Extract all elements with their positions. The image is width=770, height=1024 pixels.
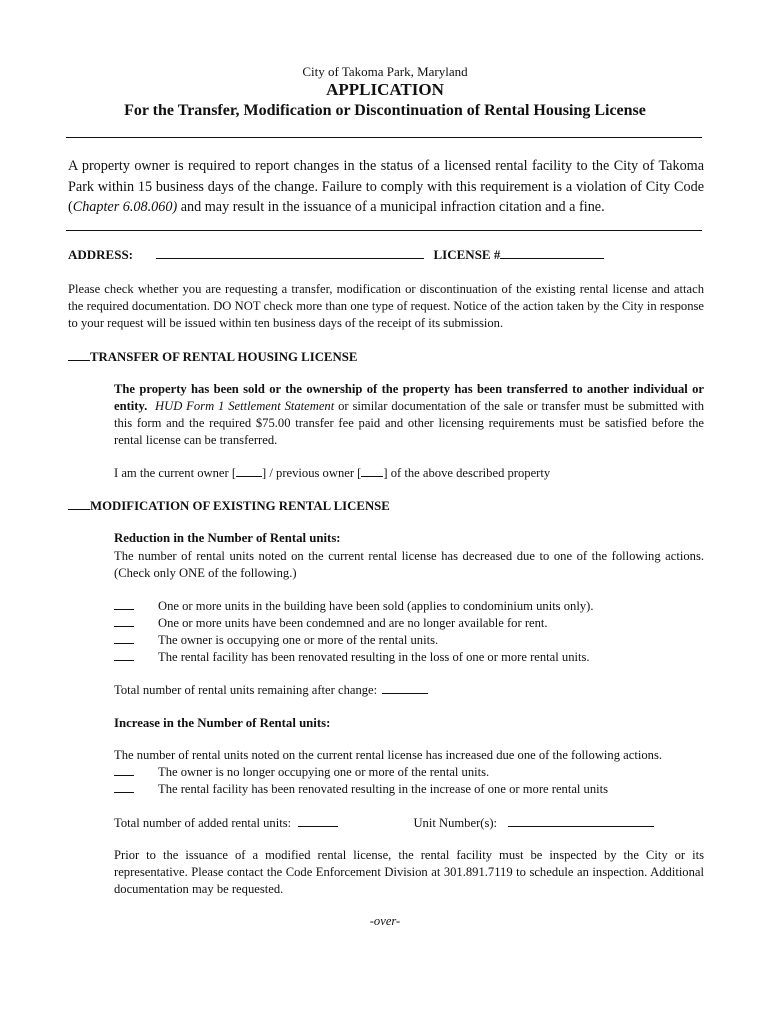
added-units-line (114, 815, 714, 832)
transfer-rest-text: or similar documentation of the sale or transfer must be submitted with this form and the required $75.00 transfer fee paid and other licensing requirements must be satisfied before the rental license can be transferred. (114, 399, 704, 447)
increase-option-checkbox[interactable] (114, 783, 134, 793)
reduction-option-text: One or more units have been condemned and are no longer available for rent. (158, 616, 548, 630)
reduction-option-checkbox[interactable] (114, 651, 134, 661)
unit-numbers-label: Unit Number(s): (413, 816, 498, 830)
over-indicator: -over- (369, 914, 401, 928)
address-line (68, 247, 708, 263)
increase-option-text: The owner is no longer occupying one or more of the rental units. (158, 765, 490, 779)
added-units-field[interactable] (298, 816, 338, 827)
transfer-bold-text: The property has been sold or the ownership of the property has been transferred to another individual or entity. (114, 382, 704, 413)
increase-option (114, 764, 714, 781)
transfer-heading (68, 350, 357, 365)
license-label: LICENSE # (433, 247, 501, 262)
hud-form-reference: HUD Form 1 Settlement Statement (155, 399, 335, 413)
previous-owner-field[interactable] (361, 466, 383, 477)
inspection-paragraph: Prior to the issuance of a modified rental license, the rental facility must be inspected by the City or its representative. Please contact the Code Enforcement Division at 301.891.7119 to schedule an inspection. Additional documentation may be requested. (114, 848, 704, 896)
reduction-heading: Reduction in the Number of Rental units: (114, 531, 341, 545)
reduction-option-text: The owner is occupying one or more of the rental units. (158, 633, 439, 647)
remaining-units-line (114, 682, 704, 699)
reduction-option (114, 598, 714, 615)
transfer-paragraph (114, 381, 704, 449)
city-name: City of Takoma Park, Maryland (302, 64, 468, 79)
owner-text-3: ] of the above described property (383, 466, 551, 480)
divider-middle (66, 230, 702, 231)
form-subtitle: For the Transfer, Modification or Discontinuation of Rental Housing License (124, 102, 646, 119)
increase-option (114, 781, 714, 798)
increase-option-checkbox[interactable] (114, 766, 134, 776)
reduction-option-checkbox[interactable] (114, 600, 134, 610)
reduction-option-text: The rental facility has been renovated resulting in the loss of one or more rental units. (158, 650, 590, 664)
chapter-reference: Chapter 6.08.060) (72, 199, 178, 215)
added-units-label: Total number of added rental units: (114, 816, 292, 830)
address-field[interactable] (156, 247, 424, 259)
transfer-heading-text: TRANSFER OF RENTAL HOUSING LICENSE (90, 350, 358, 364)
intro-text-end: and may result in the issuance of a municipal infraction citation and a fine. (177, 199, 605, 215)
reduction-paragraph: The number of rental units noted on the current rental license has decreased due to one of the following actions. (Check only ONE of the following.) (114, 549, 704, 580)
reduction-option-text: One or more units in the building have been sold (applies to condominium units only). (158, 599, 594, 613)
reduction-option-checkbox[interactable] (114, 634, 134, 644)
unit-numbers-field[interactable] (508, 816, 654, 827)
modification-heading-text: MODIFICATION OF EXISTING RENTAL LICENSE (90, 499, 390, 513)
reduction-option-checkbox[interactable] (114, 617, 134, 627)
owner-text-1: I am the current owner [ (114, 466, 237, 480)
intro-text: A property owner is required to report changes in the status of a licensed rental facility to the City of Takoma Park within 15 business days of the change. Failure to comply with this requirement is a violation of City Code ( (68, 158, 704, 215)
owner-text-2: ] / previous owner [ (262, 466, 362, 480)
reduction-option (114, 632, 714, 649)
divider-top (66, 137, 702, 138)
increase-paragraph: The number of rental units noted on the current rental license has increased due one of the following actions. (114, 748, 662, 762)
license-field[interactable] (500, 247, 604, 259)
application-title: APPLICATION (326, 80, 444, 99)
modification-heading (68, 499, 390, 514)
increase-heading: Increase in the Number of Rental units: (114, 716, 331, 730)
intro-paragraph (68, 156, 704, 218)
address-label: ADDRESS: (68, 247, 134, 262)
instructions-paragraph: Please check whether you are requesting a transfer, modification or discontinuation of the existing rental license and attach the required documentation. DO NOT check more than one type of request. Notice of the action taken by the City in response to your request will be issued within ten business days of the receipt of its submission. (68, 282, 704, 330)
remaining-units-label: Total number of rental units remaining after change: (114, 683, 378, 697)
increase-option-text: The rental facility has been renovated resulting in the increase of one or more rental units (158, 782, 609, 796)
remaining-units-field[interactable] (382, 683, 428, 694)
owner-status-line (114, 465, 704, 482)
modification-checkbox-blank[interactable] (68, 499, 90, 510)
current-owner-field[interactable] (236, 466, 262, 477)
reduction-option (114, 649, 714, 666)
reduction-option (114, 615, 714, 632)
transfer-checkbox-blank[interactable] (68, 350, 90, 361)
